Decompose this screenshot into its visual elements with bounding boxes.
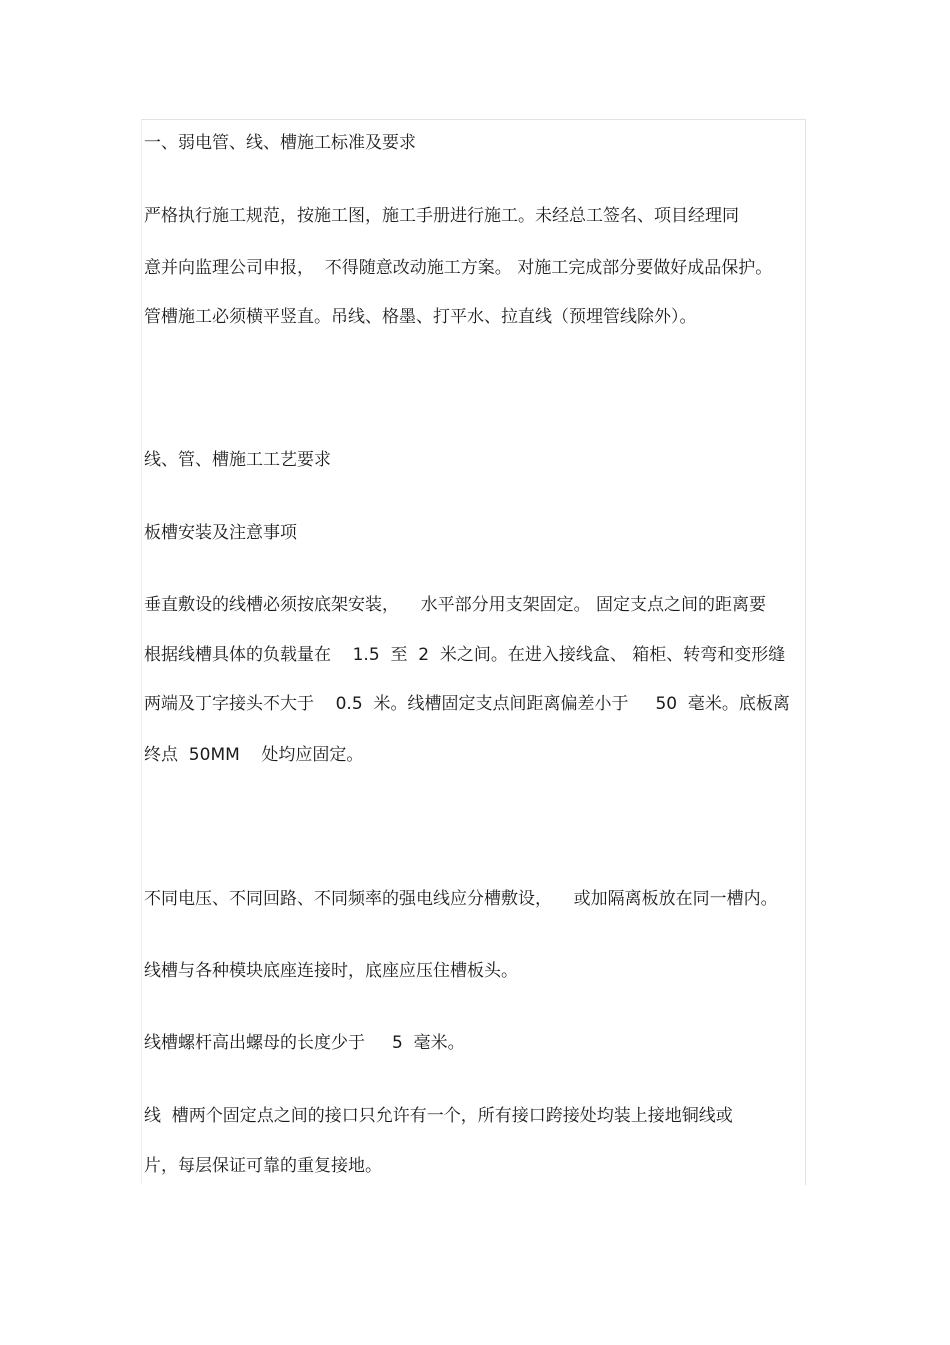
install-line-4: 终点 50MM 处均应固定。 xyxy=(144,745,364,765)
note-line-2: 线槽与各种模块底座连接时，底座应压住槽板头。 xyxy=(144,961,518,981)
note-line-1: 不同电压、不同回路、不同频率的强电线应分槽敷设， 或加隔离板放在同一槽内。 xyxy=(144,889,778,909)
intro-line-1: 严格执行施工规范，按施工图，施工手册进行施工。未经总工签名、项目经理同 xyxy=(144,206,739,226)
note-line-3: 线槽螺杆高出螺母的长度少于 5 毫米。 xyxy=(144,1033,465,1053)
section-title: 一、弱电管、线、槽施工标准及要求 xyxy=(144,133,416,153)
subheading-process: 线、管、槽施工工艺要求 xyxy=(144,450,331,470)
install-line-1: 垂直敷设的线槽必须按底架安装， 水平部分用支架固定。 固定支点之间的距离要 xyxy=(144,595,767,615)
install-line-2: 根据线槽具体的负载量在 1.5 至 2 米之间。在进入接线盒、 箱柜、转弯和变形缝 xyxy=(144,645,786,665)
intro-line-3: 管槽施工必须横平竖直。吊线、格墨、打平水、拉直线（预埋管线除外）。 xyxy=(144,307,697,327)
install-line-3: 两端及丁字接头不大于 0.5 米。线槽固定支点间距离偏差小于 50 毫米。底板离 xyxy=(144,694,790,714)
subheading-installation: 板槽安装及注意事项 xyxy=(144,523,297,543)
intro-line-2: 意并向监理公司申报， 不得随意改动施工方案。 对施工完成部分要做好成品保护。 xyxy=(144,258,773,278)
note-line-4: 线 槽两个固定点之间的接口只允许有一个，所有接口跨接处均装上接地铜线或 xyxy=(144,1106,733,1126)
note-line-5: 片，每层保证可靠的重复接地。 xyxy=(144,1156,382,1176)
